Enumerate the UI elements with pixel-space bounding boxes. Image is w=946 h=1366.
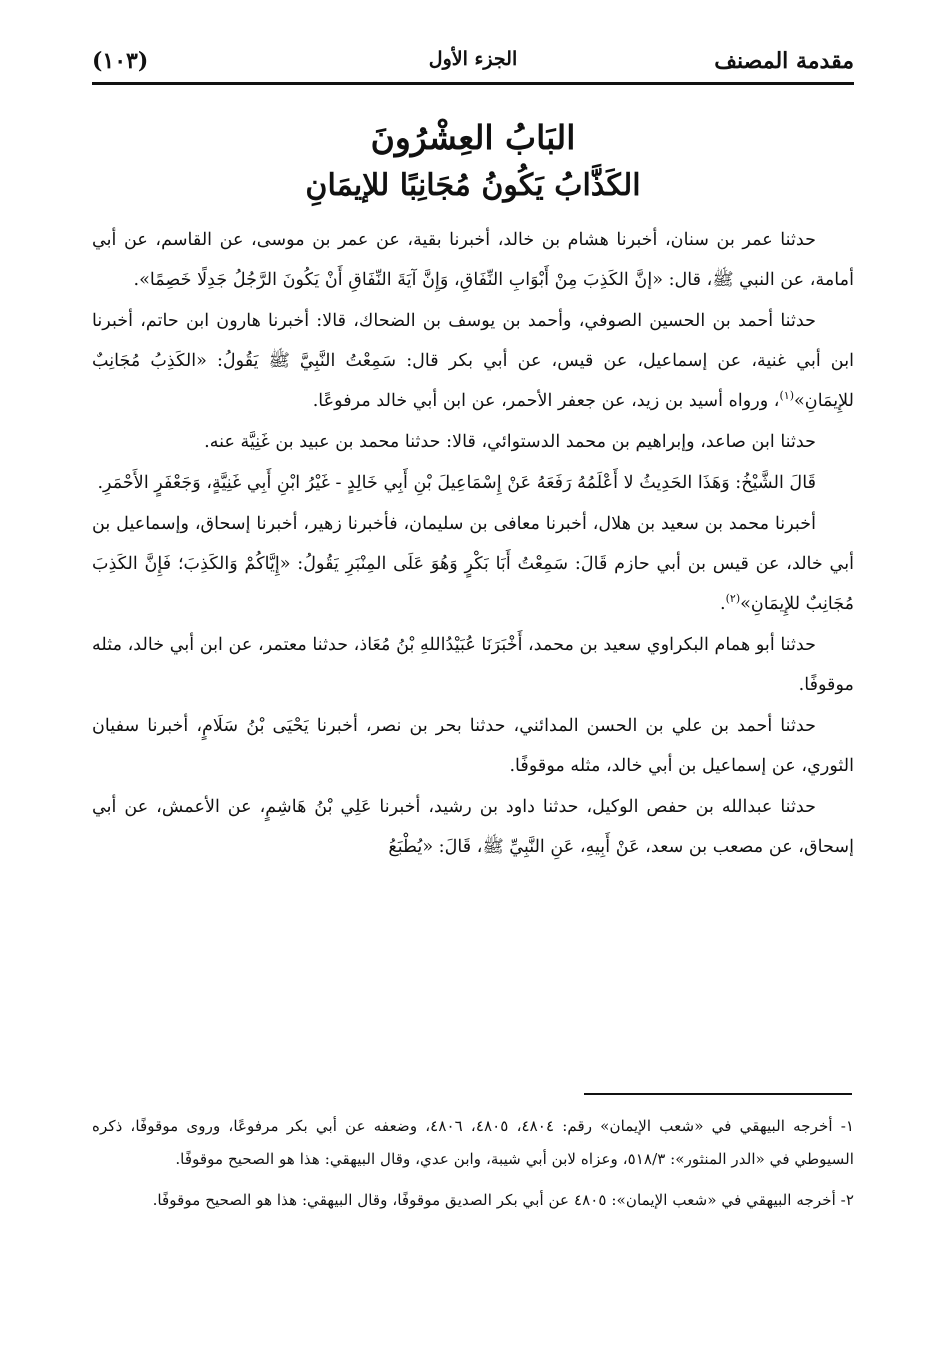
running-header	[92, 40, 854, 84]
paragraph: حدثنا عمر بن سنان، أخبرنا هشام بن خالد، أخبرنا بقية، عن عمر بن موسى، عن القاسم، عن أبي أمامة، عن النبي ﷺ، قال: «إنَّ الكَذِبَ مِنْ أَبْوَابِ النِّفَاقِ، وَإِنَّ آيَةَ النِّفَاقِ أَنْ يَكُونَ الرَّجُلُ جَدِلًا خَصِمًا».	[92, 230, 854, 290]
paragraph: حدثنا أبو همام البكراوي سعيد بن محمد، أَخْبَرَنَا عُبَيْدُاللهِ بْنُ مُعَاذ، حدثنا معتمر، عن ابن أبي خالد، مثله موقوفًا.	[92, 635, 854, 695]
main-text	[92, 220, 854, 868]
header-rule	[92, 82, 854, 85]
footnote-ref: (٢)	[725, 592, 741, 606]
page-number: (١٠٣)	[92, 48, 149, 74]
paragraph-text: حدثنا أحمد بن الحسين الصوفي، وأحمد بن يوسف بن الضحاك، قالا: أخبرنا هارون ابن حاتم، أخبرنا ابن أبي غنية، عن إسماعيل، عن قيس، عن أبي بكر قال: سَمِعْتُ النَّبِيَّ ﷺ يَقُولُ: «الكَذِبُ مُجَانِبٌ للإِيمَانِ»	[92, 311, 854, 411]
paragraph: حدثنا ابن صاعد، وإبراهيم بن محمد الدستوائي، قالا: حدثنا محمد بن عبيد بن غَنِيَّة عنه.	[204, 432, 816, 452]
paragraph: حدثنا عبدالله بن حفص الوكيل، حدثنا داود بن رشيد، أخبرنا عَلِي بْنُ هَاشِمٍ، عن الأعمش، عن أبي إسحاق، عن مصعب بن سعد، عَنْ أَبِيهِ، عَنِ النَّبِيِّ ﷺ، قَالَ: «يُطْبَعُ	[92, 797, 854, 857]
paragraph: حدثنا أحمد بن علي بن الحسن المدائني، حدثنا بحر بن نصر، أخبرنا يَحْيَى بْنُ سَلَامٍ، أخبرنا سفيان الثوري، عن إسماعيل بن أبي خالد، مثله موقوفًا.	[92, 716, 854, 776]
footnote: ٢- أخرجه البيهقي في «شعب الإيمان»: ٤٨٠٥ عن أبي بكر الصديق موقوفًا، وقال البيهقي: هذا هو الصحيح موقوفًا.	[152, 1191, 854, 1209]
chapter-number: البَابُ العِشْرُونَ	[370, 118, 576, 157]
header-volume: الجزء الأول	[428, 48, 518, 70]
paragraph-text: أخبرنا محمد بن سعيد بن هلال، أخبرنا معافى بن سليمان، فأخبرنا زهير، أخبرنا إسحاق، وإسماعيل بن أبي خالد، عن قيس بن أبي حازم قَالَ: سَمِعْتُ أَبَا بَكْرٍ وَهُوَ عَلَى المِنْبَرِ يَقُولُ: «إِيَّاكُمْ وَالكَذِبَ؛ فَإِنَّ الكَذِبَ مُجَانِبٌ للإِيمَانِ»	[92, 514, 854, 614]
paragraph	[92, 301, 854, 421]
paragraph-text: ، ورواه أسيد بن زيد، عن جعفر الأحمر، عن ابن أبي خالد مرفوعًا.	[312, 391, 780, 411]
footnote-ref: (١)	[779, 389, 795, 403]
footnote-separator	[584, 1093, 852, 1095]
chapter-title: الكَذَّابُ يَكُونُ مُجَانِبًا للإيمَانِ	[305, 168, 641, 203]
header-section-title: مقدمة المصنف	[714, 48, 854, 74]
paragraph-text: .	[720, 594, 726, 614]
paragraph	[92, 504, 854, 624]
footnote: ١- أخرجه البيهقي في «شعب الإيمان» رقم: ٤٨٠٤، ٤٨٠٥، ٤٨٠٦، وضعفه عن أبي بكر مرفوعًا، وروى موقوفًا، ذكره السيوطي في «الدر المنثور»: ٥١٨/٣، وعزاه لابن أبي شيبة، وابن عدي، وقال البيهقي: هذا هو الصحيح موقوفًا.	[92, 1117, 855, 1168]
paragraph: قَالَ الشَّيْخُ: وَهَذَا الحَدِيثُ لا أَعْلَمُهُ رَفَعَهُ عَنْ إِسْمَاعِيلَ بْنِ أَبِي خَالِدٍ - غَيْرُ ابْنِ أَبِي غَنِيَّةٍ، وَجَعْفَرٍ الأَحْمَرِ.	[97, 473, 816, 493]
footnotes	[92, 1110, 854, 1225]
